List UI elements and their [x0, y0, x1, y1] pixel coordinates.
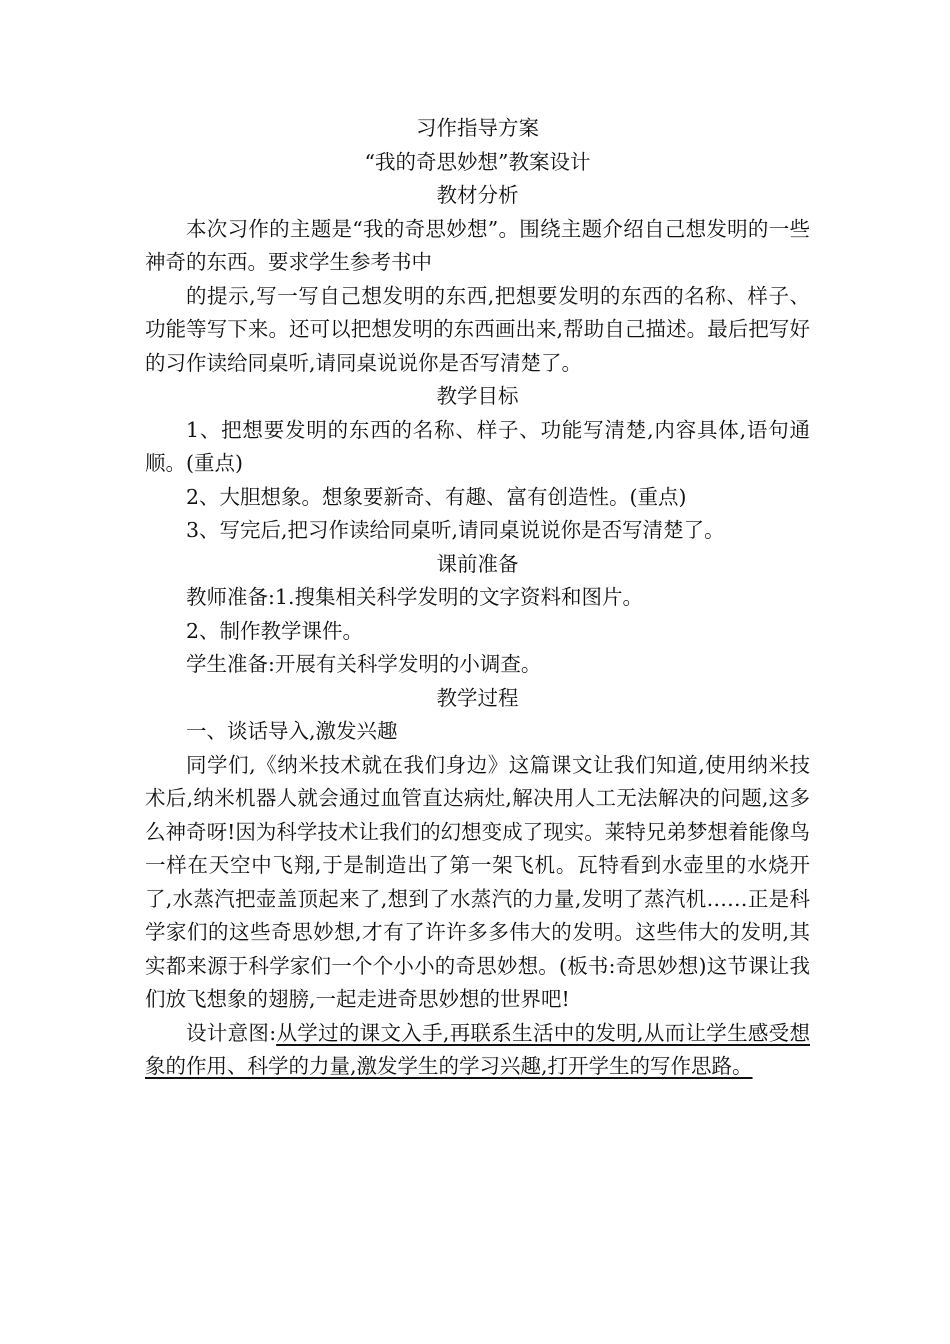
- section-heading-goals: 教学目标: [436, 384, 519, 408]
- prep-item-2: 2、制作教学课件。: [186, 618, 364, 643]
- section-heading-prep: 课前准备: [436, 551, 519, 576]
- document-page: [145, 112, 810, 1084]
- goal-item-3: 3、写完后,把习作读给同桌听,请同桌说说你是否写清楚了。: [186, 518, 725, 542]
- analysis-paragraph-1: 本次习作的主题是“我的奇思妙想”。围绕主题介绍自己想发明的一些神奇的东西。要求学生参考书中: [145, 216, 810, 274]
- goal-item-2: 2、大胆想象。想象要新奇、有趣、富有创造性。(重点): [186, 484, 687, 509]
- process-step-1-body: 同学们,《纳米技术就在我们身边》这篇课文让我们知道,使用纳米技术后,纳米机器人就会通过血管直达病灶,解决用人工无法解决的问题,这多么神奇呀!因为科学技术让我们的幻想变成了现实。莱特兄弟梦想着能像鸟一样在天空中飞翔,于是制造出了第一架飞机。瓦特看到水壶里的水烧开了,水蒸汽把壶盖顶起来了,想到了水蒸汽的力量,发明了蒸汽机……正是科学家们的这些奇思妙想,才有了许许多多伟大的发明。这些伟大的发明,其实都来源于科学家们一个个小小的奇思妙想。(板书:奇思妙想)这节课让我们放飞想象的翅膀,一起走进奇思妙想的世界吧!: [145, 752, 810, 1011]
- document-title: 习作指导方案: [416, 116, 539, 140]
- goal-item-1: 1、把想要发明的东西的名称、样子、功能写清楚,内容具体,语句通顺。(重点): [145, 417, 810, 475]
- design-intent-label: 设计意图:: [186, 1020, 277, 1045]
- section-heading-analysis: 教材分析: [436, 183, 519, 207]
- process-step-1-title: 一、谈话导入,激发兴趣: [186, 719, 398, 743]
- analysis-paragraph-2: 的提示,写一写自己想发明的东西,把想要发明的东西的名称、样子、功能等写下来。还可以把想发明的东西画出来,帮助自己描述。最后把写好的习作读给同桌听,请同桌说说你是否写清楚了。: [145, 283, 810, 375]
- prep-item-1: 教师准备:1.搜集相关科学发明的文字资料和图片。: [186, 585, 643, 609]
- section-heading-process: 教学过程: [436, 685, 519, 710]
- design-intent-paragraph: [145, 1017, 810, 1084]
- prep-item-3: 学生准备:开展有关科学发明的小调查。: [186, 652, 542, 676]
- document-subtitle: “我的奇思妙想”教案设计: [364, 149, 591, 174]
- design-intent-text: 从学过的课文入手,再联系生活中的发明,从而让学生感受想象的作用、科学的力量,激发学生的学习兴趣,打开学生的写作思路。: [145, 1020, 810, 1078]
